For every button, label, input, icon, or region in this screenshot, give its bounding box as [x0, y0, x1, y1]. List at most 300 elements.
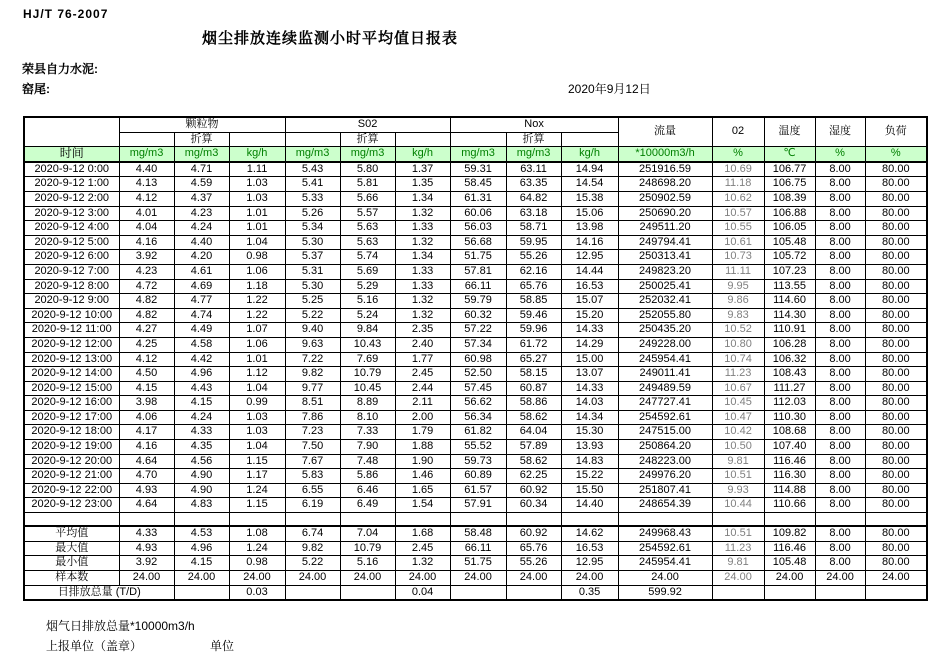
table-cell: 4.15	[119, 381, 174, 396]
table-cell: 7.50	[285, 440, 340, 455]
table-cell: 8.00	[815, 381, 865, 396]
table-cell: 1.24	[229, 483, 285, 498]
table-cell: 63.11	[506, 162, 561, 177]
so2-converted-header: 折算	[340, 132, 395, 147]
summary-row	[24, 570, 927, 585]
table-cell: 最小值	[24, 556, 119, 571]
table-cell: 4.25	[119, 337, 174, 352]
table-cell: 65.27	[506, 352, 561, 367]
table-cell: 14.34	[561, 410, 618, 425]
blank-cell	[119, 132, 174, 147]
table-cell: 15.22	[561, 469, 618, 484]
table-row	[24, 191, 927, 206]
table-cell: 80.00	[865, 264, 927, 279]
table-cell: 14.33	[561, 323, 618, 338]
table-cell: 1.03	[229, 425, 285, 440]
table-cell: 106.75	[764, 177, 815, 192]
table-cell: 8.00	[815, 264, 865, 279]
table-cell: 2020-9-12 6:00	[24, 250, 119, 265]
table-cell: 8.00	[815, 250, 865, 265]
table-cell	[712, 513, 764, 527]
table-cell: 6.74	[285, 526, 340, 541]
table-cell: 61.57	[450, 483, 506, 498]
table-cell: 80.00	[865, 250, 927, 265]
table-cell: 8.00	[815, 177, 865, 192]
unit-cell: %	[865, 147, 927, 162]
table-cell: 60.89	[450, 469, 506, 484]
table-cell: 2020-9-12 9:00	[24, 294, 119, 309]
table-cell: 250435.20	[618, 323, 712, 338]
table-row	[24, 221, 927, 236]
table-cell: 251916.59	[618, 162, 712, 177]
table-cell: 110.30	[764, 410, 815, 425]
table-cell: 4.23	[174, 206, 229, 221]
table-cell: 9.86	[712, 294, 764, 309]
table-cell: 114.60	[764, 294, 815, 309]
table-cell: 80.00	[865, 469, 927, 484]
blank-cell	[561, 132, 618, 147]
table-cell: 4.15	[174, 396, 229, 411]
table-cell: 2020-9-12 17:00	[24, 410, 119, 425]
table-cell	[865, 585, 927, 600]
table-cell: 4.35	[174, 440, 229, 455]
table-row	[24, 367, 927, 382]
table-cell: 10.43	[340, 337, 395, 352]
unit-header-row	[24, 147, 927, 162]
table-cell: 5.26	[285, 206, 340, 221]
table-cell: 52.50	[450, 367, 506, 382]
table-cell: 10.45	[712, 396, 764, 411]
table-cell: 8.00	[815, 162, 865, 177]
table-cell	[865, 513, 927, 527]
table-cell: 0.04	[395, 585, 450, 600]
table-cell	[285, 513, 340, 527]
table-cell: 59.79	[450, 294, 506, 309]
table-row	[24, 264, 927, 279]
table-row	[24, 425, 927, 440]
table-cell: 2.45	[395, 541, 450, 556]
table-cell: 10.67	[712, 381, 764, 396]
unit-cell: mg/m3	[119, 147, 174, 162]
table-cell: 59.95	[506, 235, 561, 250]
table-cell: 9.82	[285, 541, 340, 556]
table-cell: 116.46	[764, 454, 815, 469]
table-cell: 14.44	[561, 264, 618, 279]
table-cell: 24.00	[340, 570, 395, 585]
pm-converted-header: 折算	[174, 132, 229, 147]
unit-cell: mg/m3	[285, 147, 340, 162]
report-title: 烟尘排放连续监测小时平均值日报表	[201, 30, 458, 47]
table-cell: 80.00	[865, 323, 927, 338]
unit-label: 单位	[210, 639, 235, 653]
table-cell: 5.25	[285, 294, 340, 309]
unit-cell: mg/m3	[174, 147, 229, 162]
table-cell: 10.61	[712, 235, 764, 250]
table-cell: 9.93	[712, 483, 764, 498]
table-cell: 8.00	[815, 425, 865, 440]
table-cell: 5.69	[340, 264, 395, 279]
table-cell: 9.82	[285, 367, 340, 382]
table-cell: 2020-9-12 21:00	[24, 469, 119, 484]
table-cell: 59.96	[506, 323, 561, 338]
standard-number: HJ/T 76-2007	[23, 7, 109, 21]
table-cell: 4.37	[174, 191, 229, 206]
table-cell: 64.04	[506, 425, 561, 440]
table-cell: 2020-9-12 11:00	[24, 323, 119, 338]
table-cell: 58.85	[506, 294, 561, 309]
table-cell: 64.82	[506, 191, 561, 206]
table-cell: 55.52	[450, 440, 506, 455]
table-cell: 11.11	[712, 264, 764, 279]
table-cell: 250902.59	[618, 191, 712, 206]
table-cell: 1.15	[229, 498, 285, 513]
table-cell: 1.15	[229, 454, 285, 469]
table-cell: 249976.20	[618, 469, 712, 484]
table-cell	[764, 585, 815, 600]
table-cell: 105.48	[764, 235, 815, 250]
table-cell: 4.74	[174, 308, 229, 323]
table-cell: 5.24	[340, 308, 395, 323]
table-cell: 4.23	[119, 264, 174, 279]
table-cell: 4.27	[119, 323, 174, 338]
table-cell: 7.86	[285, 410, 340, 425]
table-cell: 1.77	[395, 352, 450, 367]
table-cell: 8.00	[815, 206, 865, 221]
table-cell: 4.71	[174, 162, 229, 177]
table-cell: 6.19	[285, 498, 340, 513]
table-cell: 4.69	[174, 279, 229, 294]
table-cell: 2020-9-12 15:00	[24, 381, 119, 396]
table-cell: 最大值	[24, 541, 119, 556]
table-cell: 1.88	[395, 440, 450, 455]
table-row	[24, 454, 927, 469]
table-cell: 80.00	[865, 396, 927, 411]
table-cell: 80.00	[865, 498, 927, 513]
table-cell: 8.00	[815, 483, 865, 498]
table-row	[24, 162, 927, 177]
table-cell: 1.24	[229, 541, 285, 556]
table-cell: 59.73	[450, 454, 506, 469]
table-cell: 56.34	[450, 410, 506, 425]
table-cell: 4.72	[119, 279, 174, 294]
table-cell: 24.00	[561, 570, 618, 585]
table-cell	[285, 585, 340, 600]
unit-cell: kg/h	[229, 147, 285, 162]
table-cell: 平均值	[24, 526, 119, 541]
table-cell: 2.44	[395, 381, 450, 396]
unit-cell: mg/m3	[506, 147, 561, 162]
table-cell: 110.91	[764, 323, 815, 338]
table-cell: 108.68	[764, 425, 815, 440]
table-cell: 1.07	[229, 323, 285, 338]
table-cell: 106.28	[764, 337, 815, 352]
table-cell: 110.66	[764, 498, 815, 513]
table-row	[24, 177, 927, 192]
table-cell: 2020-9-12 16:00	[24, 396, 119, 411]
table-cell: 5.63	[340, 221, 395, 236]
table-cell: 10.42	[712, 425, 764, 440]
table-cell: 4.20	[174, 250, 229, 265]
table-cell: 16.53	[561, 541, 618, 556]
table-cell: 4.77	[174, 294, 229, 309]
table-cell: 1.33	[395, 221, 450, 236]
table-cell: 1.32	[395, 235, 450, 250]
table-cell: 4.33	[174, 425, 229, 440]
table-cell: 10.51	[712, 526, 764, 541]
table-cell: 56.62	[450, 396, 506, 411]
table-cell: 61.82	[450, 425, 506, 440]
table-cell: 24.00	[764, 570, 815, 585]
table-cell: 24.00	[395, 570, 450, 585]
table-cell: 114.88	[764, 483, 815, 498]
table-cell: 8.10	[340, 410, 395, 425]
table-cell: 80.00	[865, 191, 927, 206]
table-cell: 58.62	[506, 410, 561, 425]
table-cell	[174, 585, 229, 600]
table-cell: 5.22	[285, 556, 340, 571]
table-cell: 58.48	[450, 526, 506, 541]
table-cell: 1.17	[229, 469, 285, 484]
table-cell: 1.03	[229, 177, 285, 192]
table-cell: 1.03	[229, 410, 285, 425]
table-cell: 1.01	[229, 221, 285, 236]
table-row	[24, 498, 927, 513]
table-cell: 5.22	[285, 308, 340, 323]
table-cell: 599.92	[618, 585, 712, 600]
table-cell: 4.40	[119, 162, 174, 177]
table-cell: 114.30	[764, 308, 815, 323]
table-cell: 14.62	[561, 526, 618, 541]
table-cell: 58.15	[506, 367, 561, 382]
table-cell: 51.75	[450, 556, 506, 571]
table-cell: 2020-9-12 12:00	[24, 337, 119, 352]
table-cell	[815, 513, 865, 527]
unit-cell: %	[815, 147, 865, 162]
table-cell: 4.90	[174, 469, 229, 484]
table-cell: 4.93	[119, 483, 174, 498]
table-cell: 1.06	[229, 337, 285, 352]
table-cell: 1.04	[229, 381, 285, 396]
table-cell: 14.16	[561, 235, 618, 250]
table-row	[24, 308, 927, 323]
table-cell: 1.90	[395, 454, 450, 469]
table-cell: 4.33	[119, 526, 174, 541]
table-cell: 8.00	[815, 235, 865, 250]
table-row	[24, 483, 927, 498]
table-row	[24, 410, 927, 425]
table-cell: 15.07	[561, 294, 618, 309]
table-cell: 116.46	[764, 541, 815, 556]
location-label: 窑尾:	[22, 82, 50, 96]
report-date: 2020年9月12日	[568, 82, 651, 96]
table-cell: 2020-9-12 14:00	[24, 367, 119, 382]
table-cell: 8.00	[815, 337, 865, 352]
table-cell: 9.81	[712, 454, 764, 469]
table-cell: 249968.43	[618, 526, 712, 541]
table-cell: 8.00	[815, 323, 865, 338]
table-cell: 10.62	[712, 191, 764, 206]
table-cell: 16.53	[561, 279, 618, 294]
table-cell: 80.00	[865, 352, 927, 367]
table-cell: 2020-9-12 8:00	[24, 279, 119, 294]
table-cell: 112.03	[764, 396, 815, 411]
temperature-header: 温度	[764, 117, 815, 147]
table-cell: 80.00	[865, 294, 927, 309]
table-cell	[506, 513, 561, 527]
table-cell: 7.23	[285, 425, 340, 440]
table-row	[24, 396, 927, 411]
table-cell: 4.83	[174, 498, 229, 513]
table-cell: 249823.20	[618, 264, 712, 279]
table-cell: 2020-9-12 18:00	[24, 425, 119, 440]
table-cell: 14.03	[561, 396, 618, 411]
table-cell: 24.00	[865, 570, 927, 585]
blank-cell	[450, 132, 506, 147]
table-cell: 80.00	[865, 162, 927, 177]
table-cell: 1.32	[395, 308, 450, 323]
table-cell: 0.99	[229, 396, 285, 411]
table-cell: 1.65	[395, 483, 450, 498]
table-cell: 24.00	[285, 570, 340, 585]
table-cell: 10.50	[712, 440, 764, 455]
unit-cell: ℃	[764, 147, 815, 162]
table-cell: 8.00	[815, 541, 865, 556]
table-cell: 2020-9-12 22:00	[24, 483, 119, 498]
table-cell: 10.80	[712, 337, 764, 352]
table-cell: 4.82	[119, 308, 174, 323]
table-cell: 8.51	[285, 396, 340, 411]
table-cell: 9.81	[712, 556, 764, 571]
nox-converted-header: 折算	[506, 132, 561, 147]
table-cell: 247515.00	[618, 425, 712, 440]
table-cell	[24, 513, 119, 527]
table-cell: 8.00	[815, 440, 865, 455]
table-cell: 5.37	[285, 250, 340, 265]
table-cell: 113.55	[764, 279, 815, 294]
table-cell: 58.86	[506, 396, 561, 411]
table-cell: 65.76	[506, 279, 561, 294]
table-cell: 56.03	[450, 221, 506, 236]
table-cell: 3.98	[119, 396, 174, 411]
table-cell: 5.30	[285, 235, 340, 250]
table-cell: 109.82	[764, 526, 815, 541]
table-cell: 7.04	[340, 526, 395, 541]
table-cell: 13.98	[561, 221, 618, 236]
summary-row	[24, 526, 927, 541]
nox-group-header: Nox	[450, 117, 618, 132]
table-cell: 2020-9-12 10:00	[24, 308, 119, 323]
table-cell: 5.66	[340, 191, 395, 206]
table-row	[24, 206, 927, 221]
table-row	[24, 337, 927, 352]
table-cell: 6.55	[285, 483, 340, 498]
table-cell: 58.62	[506, 454, 561, 469]
blank-cell	[229, 132, 285, 147]
table-cell: 106.88	[764, 206, 815, 221]
table-cell: 6.49	[340, 498, 395, 513]
table-cell: 2.45	[395, 367, 450, 382]
table-cell: 57.91	[450, 498, 506, 513]
table-cell: 11.18	[712, 177, 764, 192]
table-cell: 3.92	[119, 556, 174, 571]
table-cell: 9.77	[285, 381, 340, 396]
table-cell: 10.69	[712, 162, 764, 177]
table-cell: 66.11	[450, 279, 506, 294]
table-cell: 9.63	[285, 337, 340, 352]
table-cell: 24.00	[229, 570, 285, 585]
table-cell: 58.71	[506, 221, 561, 236]
table-cell: 8.00	[815, 352, 865, 367]
table-cell: 60.98	[450, 352, 506, 367]
table-cell: 1.54	[395, 498, 450, 513]
table-cell: 1.33	[395, 264, 450, 279]
table-cell: 62.25	[506, 469, 561, 484]
flue-gas-total-label: 烟气日排放总量*10000m3/h	[46, 619, 195, 633]
table-cell: 6.46	[340, 483, 395, 498]
table-cell: 2020-9-12 0:00	[24, 162, 119, 177]
table-cell: 80.00	[865, 308, 927, 323]
unit-cell: mg/m3	[450, 147, 506, 162]
table-cell: 80.00	[865, 440, 927, 455]
table-cell: 4.96	[174, 367, 229, 382]
table-cell: 4.12	[119, 352, 174, 367]
table-cell: 5.80	[340, 162, 395, 177]
table-cell: 14.33	[561, 381, 618, 396]
unit-cell: mg/m3	[340, 147, 395, 162]
table-cell: 2020-9-12 7:00	[24, 264, 119, 279]
table-cell: 8.00	[815, 367, 865, 382]
table-cell: 63.18	[506, 206, 561, 221]
table-cell: 4.93	[119, 541, 174, 556]
table-cell: 15.20	[561, 308, 618, 323]
table-cell: 252055.80	[618, 308, 712, 323]
table-cell: 5.41	[285, 177, 340, 192]
table-cell: 7.69	[340, 352, 395, 367]
table-cell: 2020-9-12 4:00	[24, 221, 119, 236]
table-row	[24, 469, 927, 484]
table-row	[24, 250, 927, 265]
table-row	[24, 352, 927, 367]
table-cell: 9.84	[340, 323, 395, 338]
table-cell: 249794.41	[618, 235, 712, 250]
table-cell: 4.06	[119, 410, 174, 425]
table-cell: 10.57	[712, 206, 764, 221]
summary-row	[24, 541, 927, 556]
table-cell: 24.00	[506, 570, 561, 585]
table-cell: 8.00	[815, 308, 865, 323]
table-cell: 250690.20	[618, 206, 712, 221]
table-cell: 24.00	[712, 570, 764, 585]
table-cell: 10.44	[712, 498, 764, 513]
table-cell: 5.33	[285, 191, 340, 206]
table-cell: 1.03	[229, 191, 285, 206]
table-cell: 1.01	[229, 206, 285, 221]
table-cell: 5.30	[285, 279, 340, 294]
corner-cell	[24, 117, 119, 147]
table-cell: 14.40	[561, 498, 618, 513]
table-cell: 65.76	[506, 541, 561, 556]
table-cell: 63.35	[506, 177, 561, 192]
table-row	[24, 294, 927, 309]
table-cell: 4.90	[174, 483, 229, 498]
table-cell: 250864.20	[618, 440, 712, 455]
table-cell: 7.90	[340, 440, 395, 455]
table-cell: 4.70	[119, 469, 174, 484]
table-cell: 7.22	[285, 352, 340, 367]
table-cell: 80.00	[865, 410, 927, 425]
reporting-unit-label: 上报单位（盖章）	[46, 639, 143, 653]
table-cell: 254592.61	[618, 410, 712, 425]
